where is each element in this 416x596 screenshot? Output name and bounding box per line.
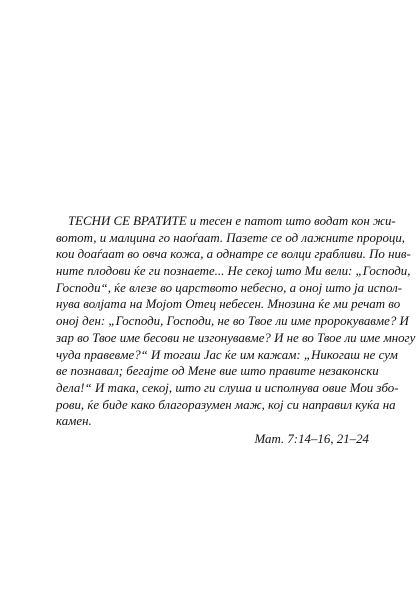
passage-line: зар во Твое име бесови не изгонувавме? И не во Твое ли име многу <box>56 330 416 345</box>
passage-line: камен. <box>56 414 92 429</box>
passage-line: рови, ќе биде како благоразумен маж, кој си направил куќа на <box>56 397 396 412</box>
passage-line: чуда правевме?“ И тогаш Јас ќе им кажам: „Никогаш не сум <box>56 347 398 362</box>
passage-line: кои доаѓаат во овча кожа, а однатре се волци грабливи. По нив- <box>56 247 411 262</box>
passage-line: оној ден: „Господи, Господи, не во Твое ли име пророкувавме? И <box>56 314 409 329</box>
passage-line: Господи“, ќе влезе во царството небесно, а оној што ја испол- <box>56 280 402 295</box>
passage-line: ните плодови ќе ги познаете... Не секој што Ми вели: „Господи, <box>56 264 411 279</box>
passage-line: дела!“ И така, секој, што ги слуша и исполнува овие Мои збо- <box>56 380 399 395</box>
scripture-reference: Мат. 7:14–16, 21–24 <box>254 431 369 446</box>
passage-line: вотот, и малцина го наоѓаат. Пазете се од лажните пророци, <box>56 230 406 245</box>
passage-line: ТЕСНИ СЕ ВРАТИТЕ и тесен е патот што водат кон жи- <box>68 214 396 228</box>
passage-line: нува волјата на Мојот Отец небесен. Мнозина ќе ми речат во <box>56 297 401 312</box>
passage-line: ве познавал; бегајте од Мене вие што правите незаконски <box>56 364 379 379</box>
scripture-passage <box>56 213 416 448</box>
